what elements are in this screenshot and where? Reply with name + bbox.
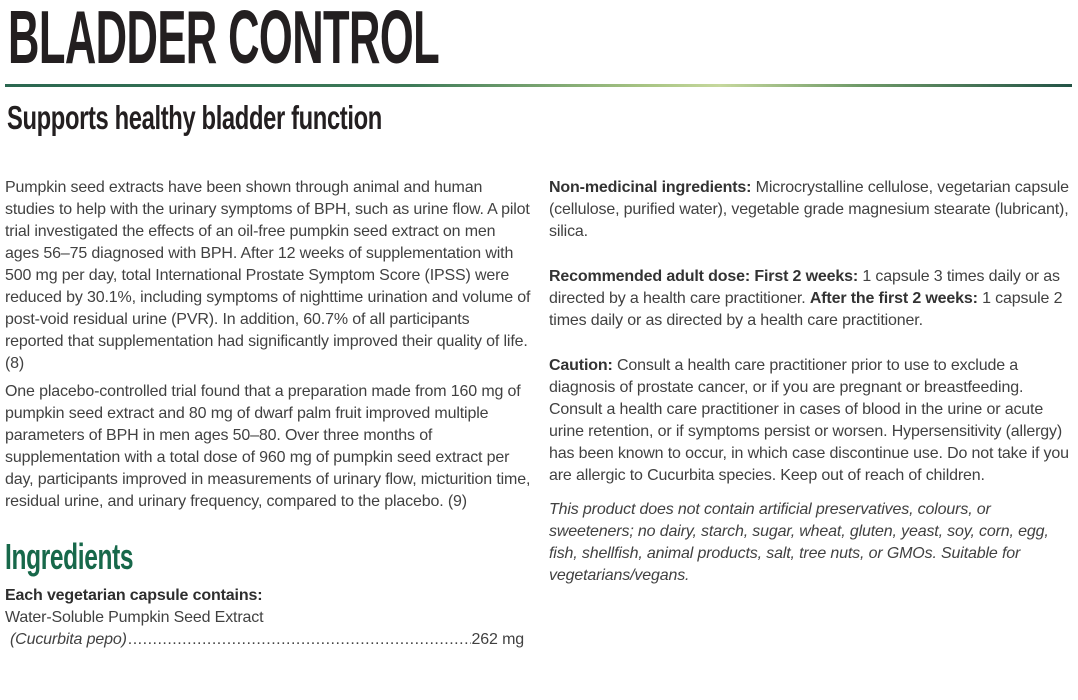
- dose-label-after: After the first 2 weeks:: [809, 290, 978, 307]
- disclaimer-paragraph: This product does not contain artificial preservatives, colours, or sweeteners; no dairy, starch, sugar, wheat, gluten, yeast, soy, corn, egg, fish, shellfish, animal products, salt, tree nuts, or GMOs. Suitable for vegetarians/vegans.: [549, 501, 1049, 584]
- study-paragraph-2: One placebo-controlled trial found that a preparation made from 160 mg of pumpkin seed extract and 80 mg of dwarf palm fruit improved multiple parameters of BPH in men ages 50–80. Over three months of supplementation with a total dose of 960 mg of pumpkin seed extract per day, participants improved in measurements of urinary flow, micturition time, residual urine, and urinary frequency, compared to the placebo. (9): [5, 383, 531, 510]
- caution-text: Consult a health care practitioner prior to use to exclude a diagnosis of prostate cancer, or if you are pregnant or breastfeeding. Consult a health care practitioner in cases of blood in the urine or acute urine retention, or if symptoms persist or worsen. Hypersensitivity (allergy) has been known to occur, in which case discontinue use. Do not take if you are allergic to Cucurbita species. Keep out of reach of children.: [549, 357, 1069, 484]
- ingredients-heading: Ingredients: [5, 536, 134, 577]
- dose-text-after: 1 capsule 2 times daily or as directed by a health care practitioner.: [549, 290, 1063, 329]
- capsule-contains-label: Each vegetarian capsule contains:: [5, 587, 263, 604]
- page-subtitle: Supports healthy bladder function: [7, 99, 382, 136]
- caution-paragraph: [549, 355, 1072, 487]
- page-title: BLADDER CONTROL: [8, 0, 440, 79]
- ingredient-latin-name: (Cucurbita pepo): [10, 631, 127, 648]
- content-columns: [5, 177, 1072, 651]
- dose-text-first: 1 capsule 3 times daily or as directed by a health care practitioner.: [549, 268, 1060, 307]
- dot-leader: [128, 629, 471, 651]
- non-medicinal-label: Non-medicinal ingredients:: [549, 179, 752, 196]
- non-medicinal-paragraph: [549, 177, 1072, 243]
- ingredient-amount: 262 mg: [471, 631, 524, 648]
- right-column: [549, 177, 1072, 651]
- ingredient-name: Water-Soluble Pumpkin Seed Extract: [5, 609, 264, 626]
- dose-label-first: Recommended adult dose: First 2 weeks:: [549, 268, 859, 285]
- ingredient-row: [5, 629, 524, 651]
- header: [5, 0, 1072, 136]
- non-medicinal-text: Microcrystalline cellulose, vegetarian capsule (cellulose, purified water), vegetable grade magnesium stearate (lubricant), silica.: [549, 179, 1069, 240]
- caution-label: Caution:: [549, 357, 613, 374]
- left-column: [5, 177, 532, 651]
- gradient-rule: [5, 84, 1072, 87]
- study-paragraph-1: Pumpkin seed extracts have been shown through animal and human studies to help with the urinary symptoms of BPH, such as urine flow. A pilot trial investigated the effects of an oil-free pumpkin seed extract on men ages 56–75 diagnosed with BPH. After 12 weeks of supplementation with 500 mg per day, total International Prostate Symptom Score (IPSS) were reduced by 30.1%, including symptoms of nighttime urination and volume of post-void residual urine (PVR). In addition, 60.7% of all participants reported that supplementation had significantly improved their quality of life. (8): [5, 179, 531, 372]
- ingredients-block: [5, 585, 532, 651]
- dose-paragraph: [549, 266, 1072, 332]
